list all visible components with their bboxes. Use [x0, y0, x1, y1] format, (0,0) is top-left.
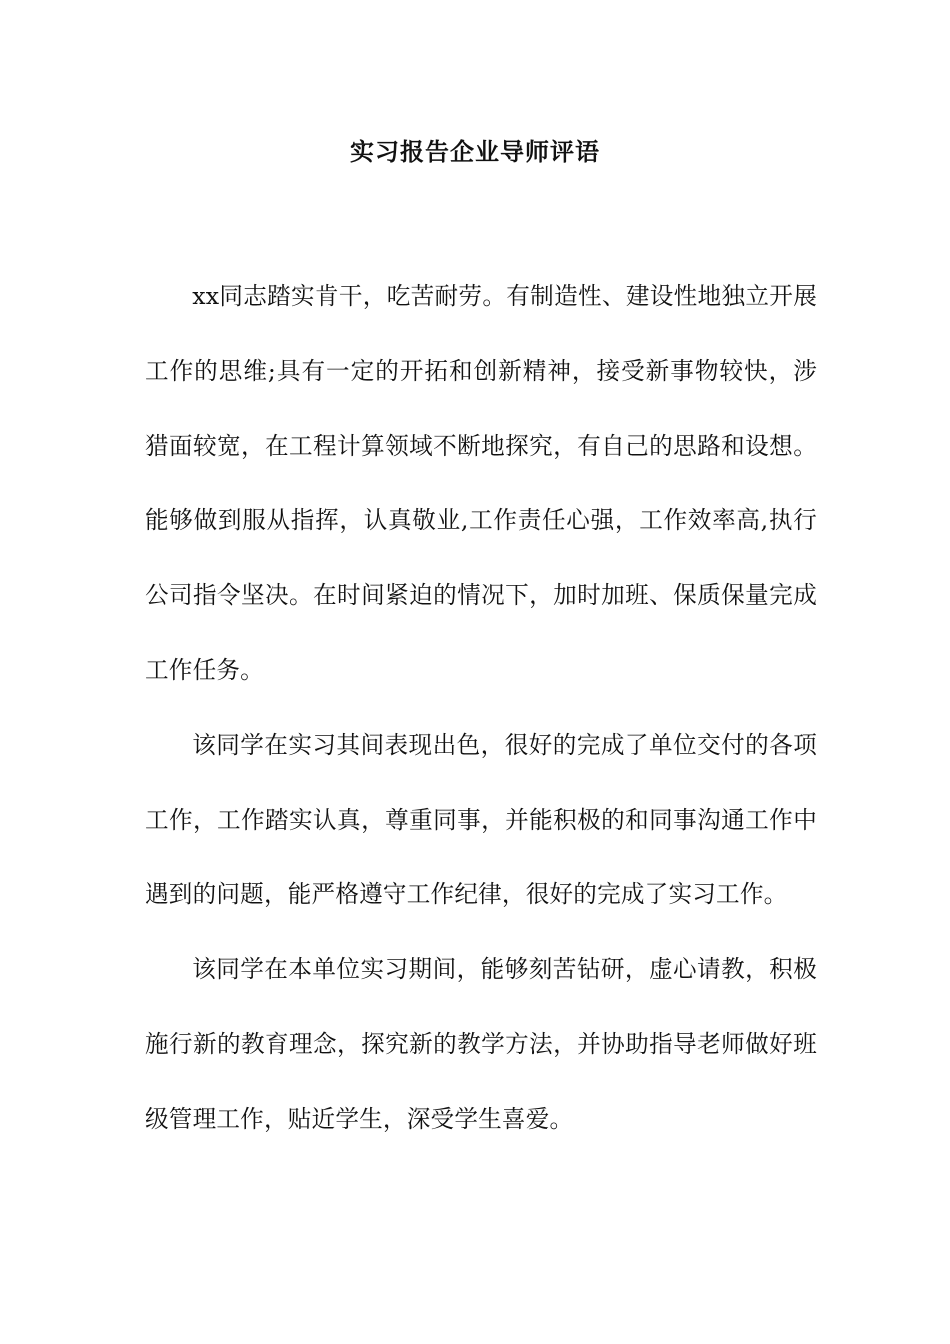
paragraph-2: 该同学在实习其间表现出色，很好的完成了单位交付的各项工作，工作踏实认真，尊重同事，并能积极的和同事沟通工作中遇到的问题，能严格遵守工作纪律，很好的完成了实习工作。	[145, 730, 817, 909]
paragraph-3: 该同学在本单位实习期间，能够刻苦钻研，虚心请教，积极施行新的教育理念，探究新的教学方法，并协助指导老师做好班级管理工作，贴近学生，深受学生喜爱。	[145, 955, 817, 1133]
document-title: 实习报告企业导师评语	[350, 138, 600, 166]
document-body	[145, 259, 817, 1157]
paragraph-1: xx同志踏实肯干，吃苦耐劳。有制造性、建设性地独立开展工作的思维;具有一定的开拓和创新精神，接受新事物较快，涉猎面较宽，在工程计算领域不断地探究，有自己的思路和设想。能够做到服从指挥，认真敬业,工作责任心强，工作效率高,执行公司指令坚决。在时间紧迫的情况下，加时加班、保质保量完成工作任务。	[145, 282, 817, 684]
